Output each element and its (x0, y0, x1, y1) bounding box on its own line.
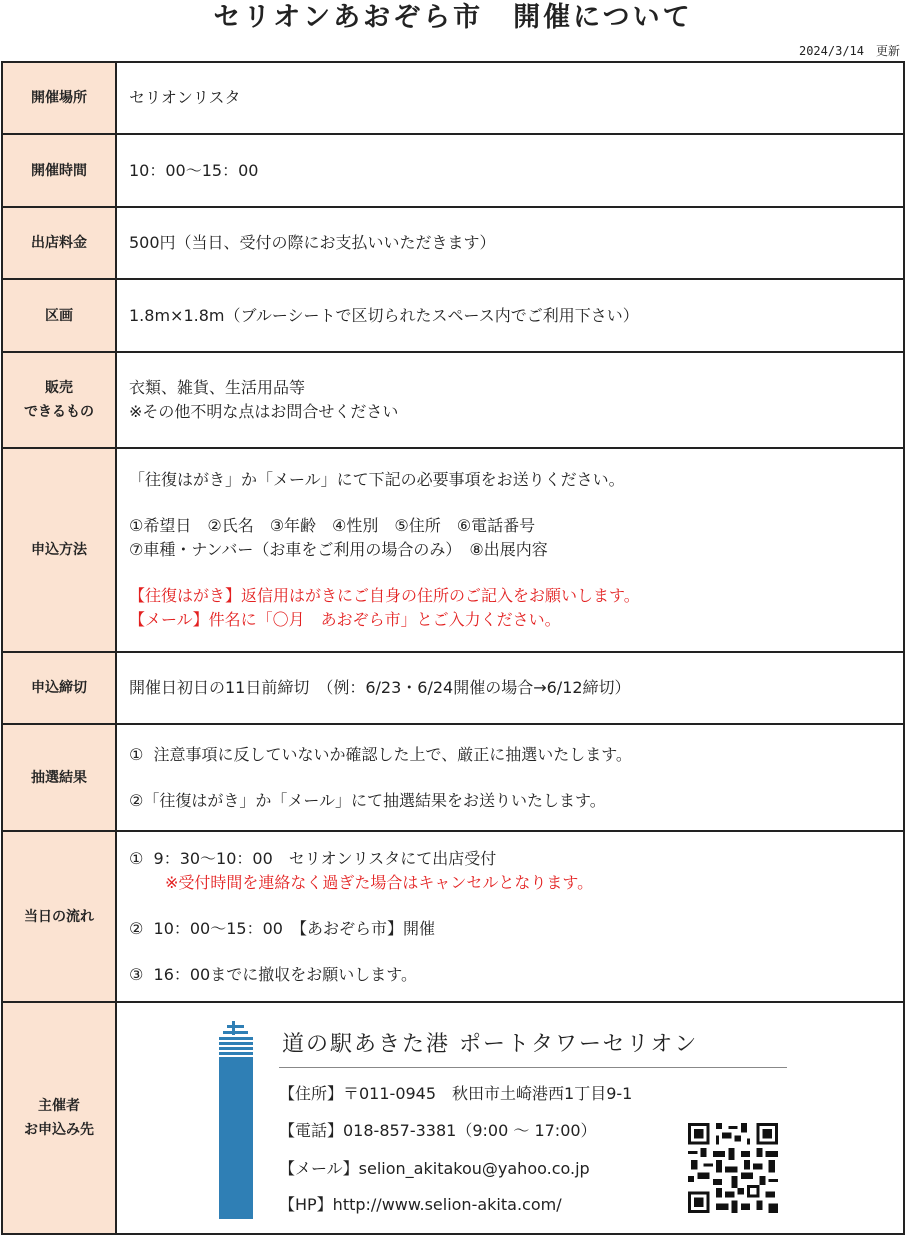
organizer-block (117, 1003, 903, 1233)
value-fee: 500円（当日、受付の際にお支払いいただきます） (116, 207, 904, 279)
label-items (2, 352, 116, 448)
label-space: 区画 (2, 279, 116, 352)
apply-note1: 【往復はがき】返信用はがきにご自身の住所のご記入をお願いします。 (129, 586, 640, 605)
row-items (2, 352, 904, 448)
items-line1: 衣類、雑貨、生活用品等 (129, 378, 306, 397)
value-lottery (116, 724, 904, 831)
apply-intro: 「往復はがき」か「メール」にて下記の必要事項をお送りください。 (129, 470, 625, 489)
apply-req1: ①希望日 ②氏名 ③年齢 ④性別 ⑤住所 ⑥電話番号 (129, 516, 536, 535)
qr-code-icon (688, 1123, 778, 1213)
value-space: 1.8m×1.8m（ブルーシートで区切られたスペース内でご利用下さい） (116, 279, 904, 352)
lottery-line1: ① 注意事項に反していないか確認した上で、厳正に抽選いたします。 (129, 744, 632, 764)
value-flow (116, 831, 904, 1002)
flow-line1-note: ※受付時間を連絡なく過ぎた場合はキャンセルとなります。 (165, 872, 594, 892)
flow-line3: ③ 16：00までに撤収をお願いします。 (129, 964, 417, 984)
flow-line2: ② 10：00～15：00 【あおぞら市】開催 (129, 918, 435, 938)
page-title: セリオンあおぞら市 開催について (213, 2, 693, 33)
row-deadline (2, 652, 904, 724)
apply-note2: 【メール】件名に「〇月 あおぞら市」とご入力ください。 (129, 610, 561, 629)
row-lottery (2, 724, 904, 831)
label-organizer (2, 1002, 116, 1234)
label-apply: 申込方法 (2, 448, 116, 652)
organizer-address: 【住所】〒011-0945 秋田市土崎港西1丁目9-1 (279, 1084, 633, 1103)
row-flow (2, 831, 904, 1002)
label-time: 開催時間 (2, 134, 116, 207)
row-organizer (2, 1002, 904, 1234)
row-venue (2, 62, 904, 134)
row-apply (2, 448, 904, 652)
label-deadline: 申込締切 (2, 652, 116, 724)
updated-date: 2024/3/14 更新 (798, 44, 900, 58)
tower-logo-icon (219, 1021, 253, 1219)
label-organizer-line2: お申込み先 (24, 1122, 94, 1138)
value-apply (116, 448, 904, 652)
apply-req2: ⑦車種・ナンバー（お車をご利用の場合のみ） ⑧出展内容 (129, 540, 548, 559)
label-organizer-line1: 主催者 (38, 1098, 80, 1114)
row-space (2, 279, 904, 352)
label-items-line2: できるもの (24, 404, 94, 420)
lottery-line2: ②「往復はがき」か「メール」にて抽選結果をお送りいたします。 (129, 790, 606, 810)
flow-line1: ① 9：30～10：00 セリオンリスタにて出店受付 (129, 848, 497, 868)
organizer-name: 道の駅あきた港 ポートタワーセリオン (282, 1032, 699, 1057)
label-lottery: 抽選結果 (2, 724, 116, 831)
value-deadline: 開催日初日の11日前締切 （例：6/23・6/24開催の場合→6/12締切） (116, 652, 904, 724)
info-table (1, 61, 905, 1235)
value-venue: セリオンリスタ (116, 62, 904, 134)
label-venue: 開催場所 (2, 62, 116, 134)
value-organizer (116, 1002, 904, 1234)
items-line2: ※その他不明な点はお問合せください (129, 402, 399, 421)
value-time: 10：00～15：00 (116, 134, 904, 207)
label-fee: 出店料金 (2, 207, 116, 279)
organizer-phone: 【電話】018-857-3381（9:00 ～ 17:00） (279, 1121, 597, 1140)
organizer-hp[interactable]: 【HP】http://www.selion-akita.com/ (279, 1195, 562, 1214)
label-items-line1: 販売 (45, 380, 73, 396)
row-fee (2, 207, 904, 279)
organizer-divider (279, 1067, 787, 1068)
organizer-email: 【メール】selion_akitakou@yahoo.co.jp (279, 1159, 590, 1178)
label-flow: 当日の流れ (2, 831, 116, 1002)
row-time (2, 134, 904, 207)
value-items (116, 352, 904, 448)
